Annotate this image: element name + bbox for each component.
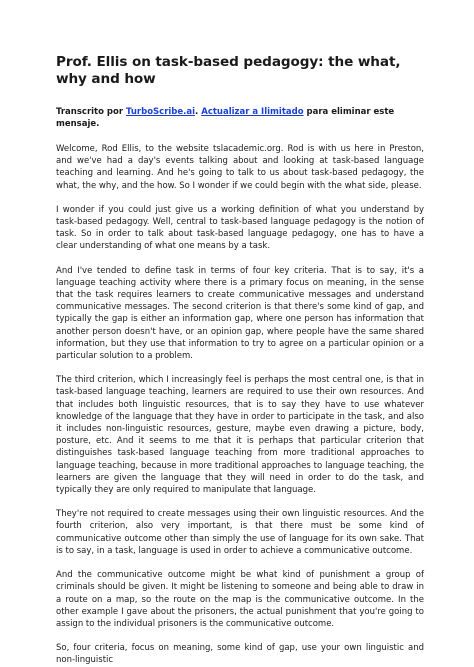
transcription-prefix: Transcrito por (56, 107, 124, 117)
transcription-suffix: para eliminar este mensaje. (56, 107, 395, 129)
paragraph-definition: I wonder if you could just give us a working definition of what you understand by task-based pedagogy. Well, central to task-based language pedagogy is the notion of task. So in order to talk about task-based language pedagogy, one has to have a clear understanding of what one means by a task. (56, 204, 424, 252)
paragraph-criteria: And I've tended to define task in terms of four key criteria. That is to say, it's a language teaching activity where there is a primary focus on meaning, in the sense that the task requires learners to create communicative messages and understand communicative messages. The second criterion is that there's some kind of gap, and typically the gap is either an information gap, where one person has information that another person doesn't have, or an opinion gap, where people have the same shared information, but they use that information to try to agree on a particular opinion or a particular solution to a problem. (56, 265, 424, 362)
paragraph-communicative-outcome: And the communicative outcome might be what kind of punishment a group of criminals should be given. It might be listening to someone and being able to draw in a route on a map, so the route on the map is the communicative outcome. In the other example I gave about the prisoners, the actual punishment that you're going to assign to the individual prisoners is the communicative outcome. (56, 570, 424, 629)
paragraph-fourth-criterion: They're not required to create messages using their own linguistic resources. And the fourth criterion, also very important, is that there must be some kind of communicative outcome other than simply the use of language for its own sake. That is to say, in a task, language is used in order to achieve a communicative outcome. (56, 509, 424, 556)
paragraph-third-criterion: The third criterion, which I increasingly feel is perhaps the most central one, is that in task-based language teaching, learners are required to use their own resources. And that includes both linguistic resources, that is to say they have to use whatever knowledge of the language that they have in order to participate in the task, and also it includes non-linguistic resources, gesture, maybe even drawing a picture, body, posture, etc. And it seems to me that it is perhaps that particular criterion that distinguishes task-based language teaching from more traditional approaches to language teaching, because in more traditional approaches to language teaching, the learners are given the language that they will need in order to do the task, and typically they are only required to manipulate that language. (56, 375, 424, 496)
notice-separator: . (195, 107, 199, 117)
turboscribe-link[interactable]: TurboScribe.ai (126, 107, 196, 117)
upgrade-unlimited-link[interactable]: Actualizar a Ilimitado (201, 107, 304, 117)
transcription-notice (56, 106, 424, 130)
paragraph-summary: So, four criteria, focus on meaning, some kind of gap, use your own linguistic and non-linguistic (56, 643, 424, 666)
document-title: Prof. Ellis on task-based pedagogy: the what, why and how (56, 54, 401, 87)
paragraph-welcome: Welcome, Rod Ellis, to the website tslacademic.org. Rod is with us here in Preston, and we've had a day's events talking about and looking at task-based language teaching and learning. And he's going to talk to us about task-based pedagogy, the what, the why, and the how. So I wonder if we could begin with the what side, please. (56, 144, 424, 191)
